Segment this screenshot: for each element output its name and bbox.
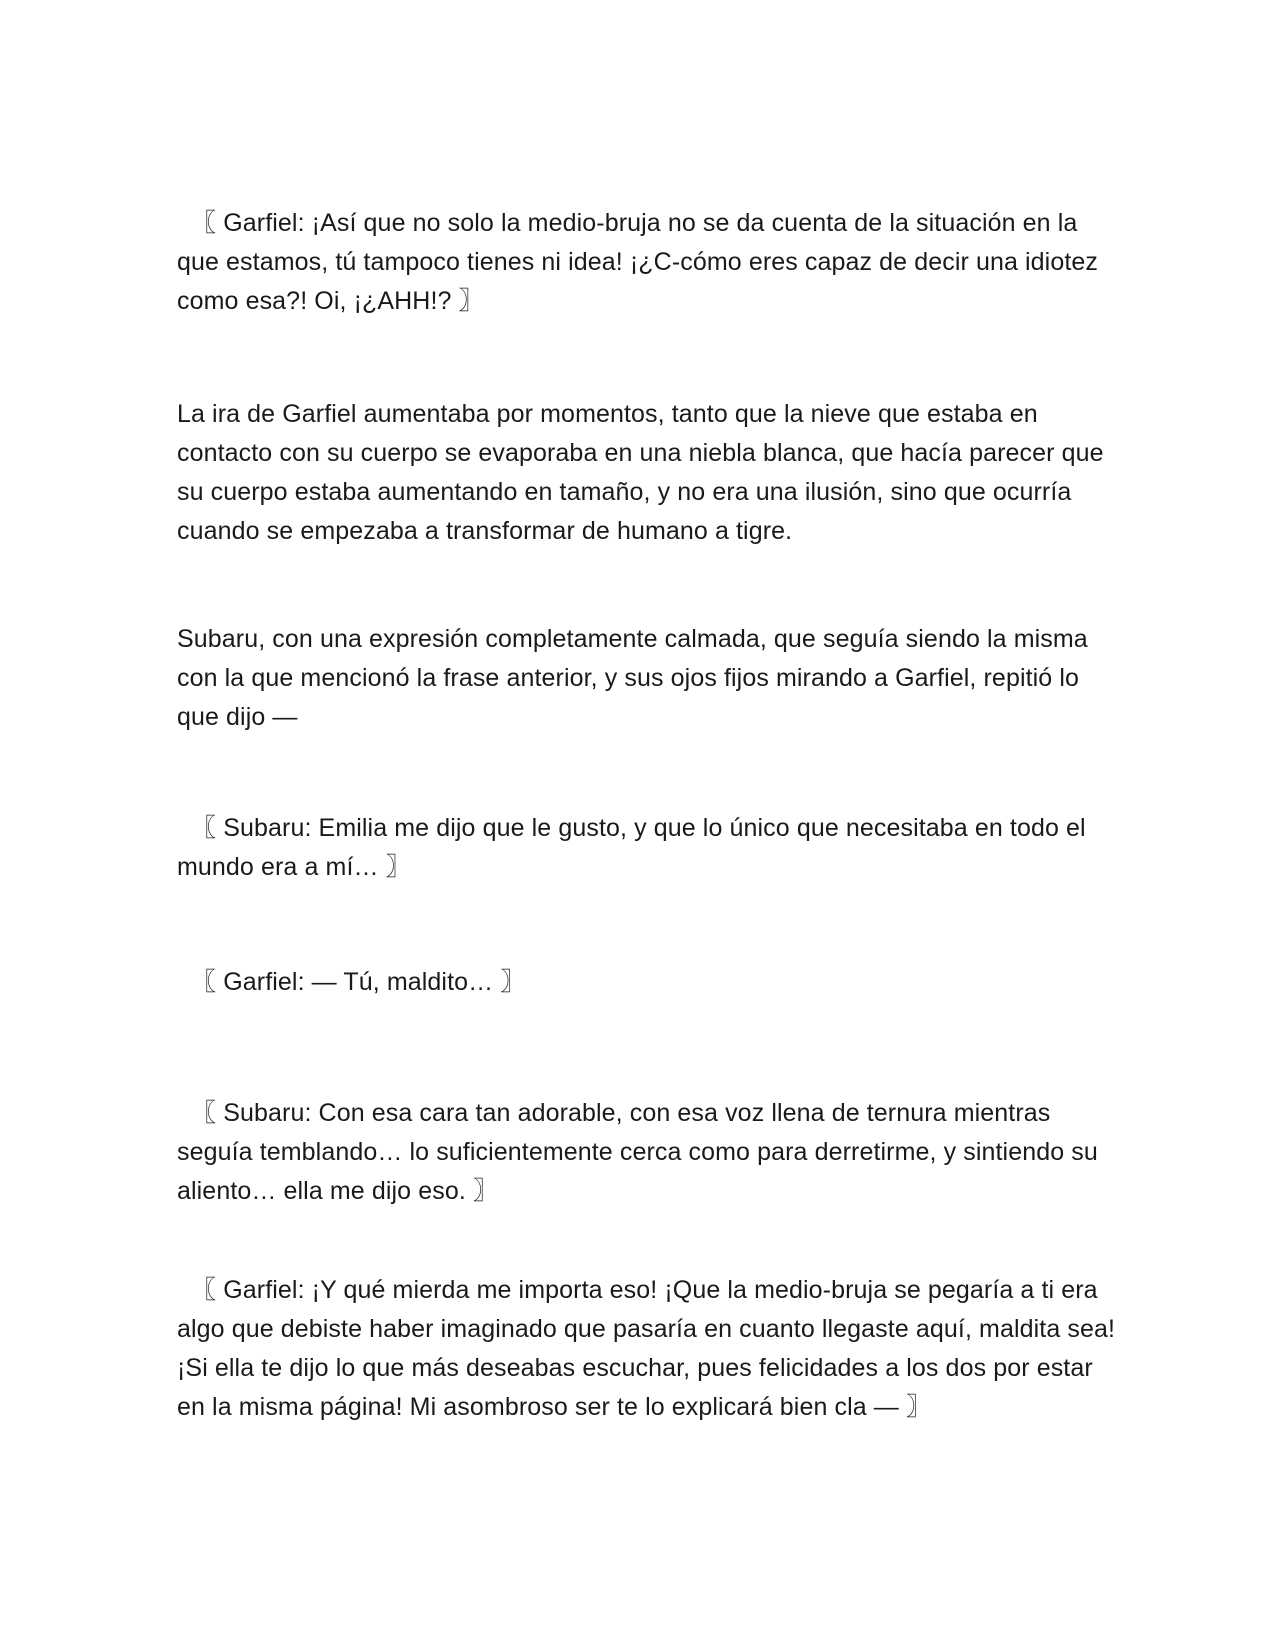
paragraph-narration: La ira de Garfiel aumentaba por momentos, tanto que la nieve que estaba en contacto con su cuerpo se evaporaba en una niebla blanca, que hacía parecer que su cuerpo estaba aumentando en tamaño, y no era una ilusión, sino que ocurría cuando se empezaba a transformar de humano a tigre.	[177, 400, 1111, 545]
paragraph-garfiel-dialogue: 〖 Garfiel: — Tú, maldito… 〗	[177, 968, 526, 996]
paragraph-garfiel-dialogue: 〖 Garfiel: ¡Así que no solo la medio-bruja no se da cuenta de la situación en la que estamos, tú tampoco tienes ni idea! ¡¿C-cómo eres capaz de decir una idiotez como esa?! Oi, ¡¿AHH!? 〗	[177, 209, 1106, 315]
paragraph-subaru-dialogue: 〖 Subaru: Con esa cara tan adorable, con esa voz llena de ternura mientras seguía temblando… lo suficientemente cerca como para derretirme, y sintiendo su aliento… ella me dijo eso. 〗	[177, 1099, 1105, 1205]
paragraph-garfiel-dialogue: 〖 Garfiel: ¡Y qué mierda me importa eso! ¡Que la medio-bruja se pegaría a ti era algo que debiste haber imaginado que pasaría en cuanto llegaste aquí, maldita sea! ¡Si ella te dijo lo que más deseabas escuchar, pues felicidades a los dos por estar en la misma página! Mi asombroso ser te lo explicará bien cla — 〗	[177, 1276, 1123, 1421]
paragraph-subaru-dialogue: 〖 Subaru: Emilia me dijo que le gusto, y que lo único que necesitaba en todo el mundo era a mí… 〗	[177, 814, 1093, 881]
paragraph-narration: Subaru, con una expresión completamente calmada, que seguía siendo la misma con la que mencionó la frase anterior, y sus ojos fijos mirando a Garfiel, repitió lo que dijo —	[177, 625, 1095, 731]
